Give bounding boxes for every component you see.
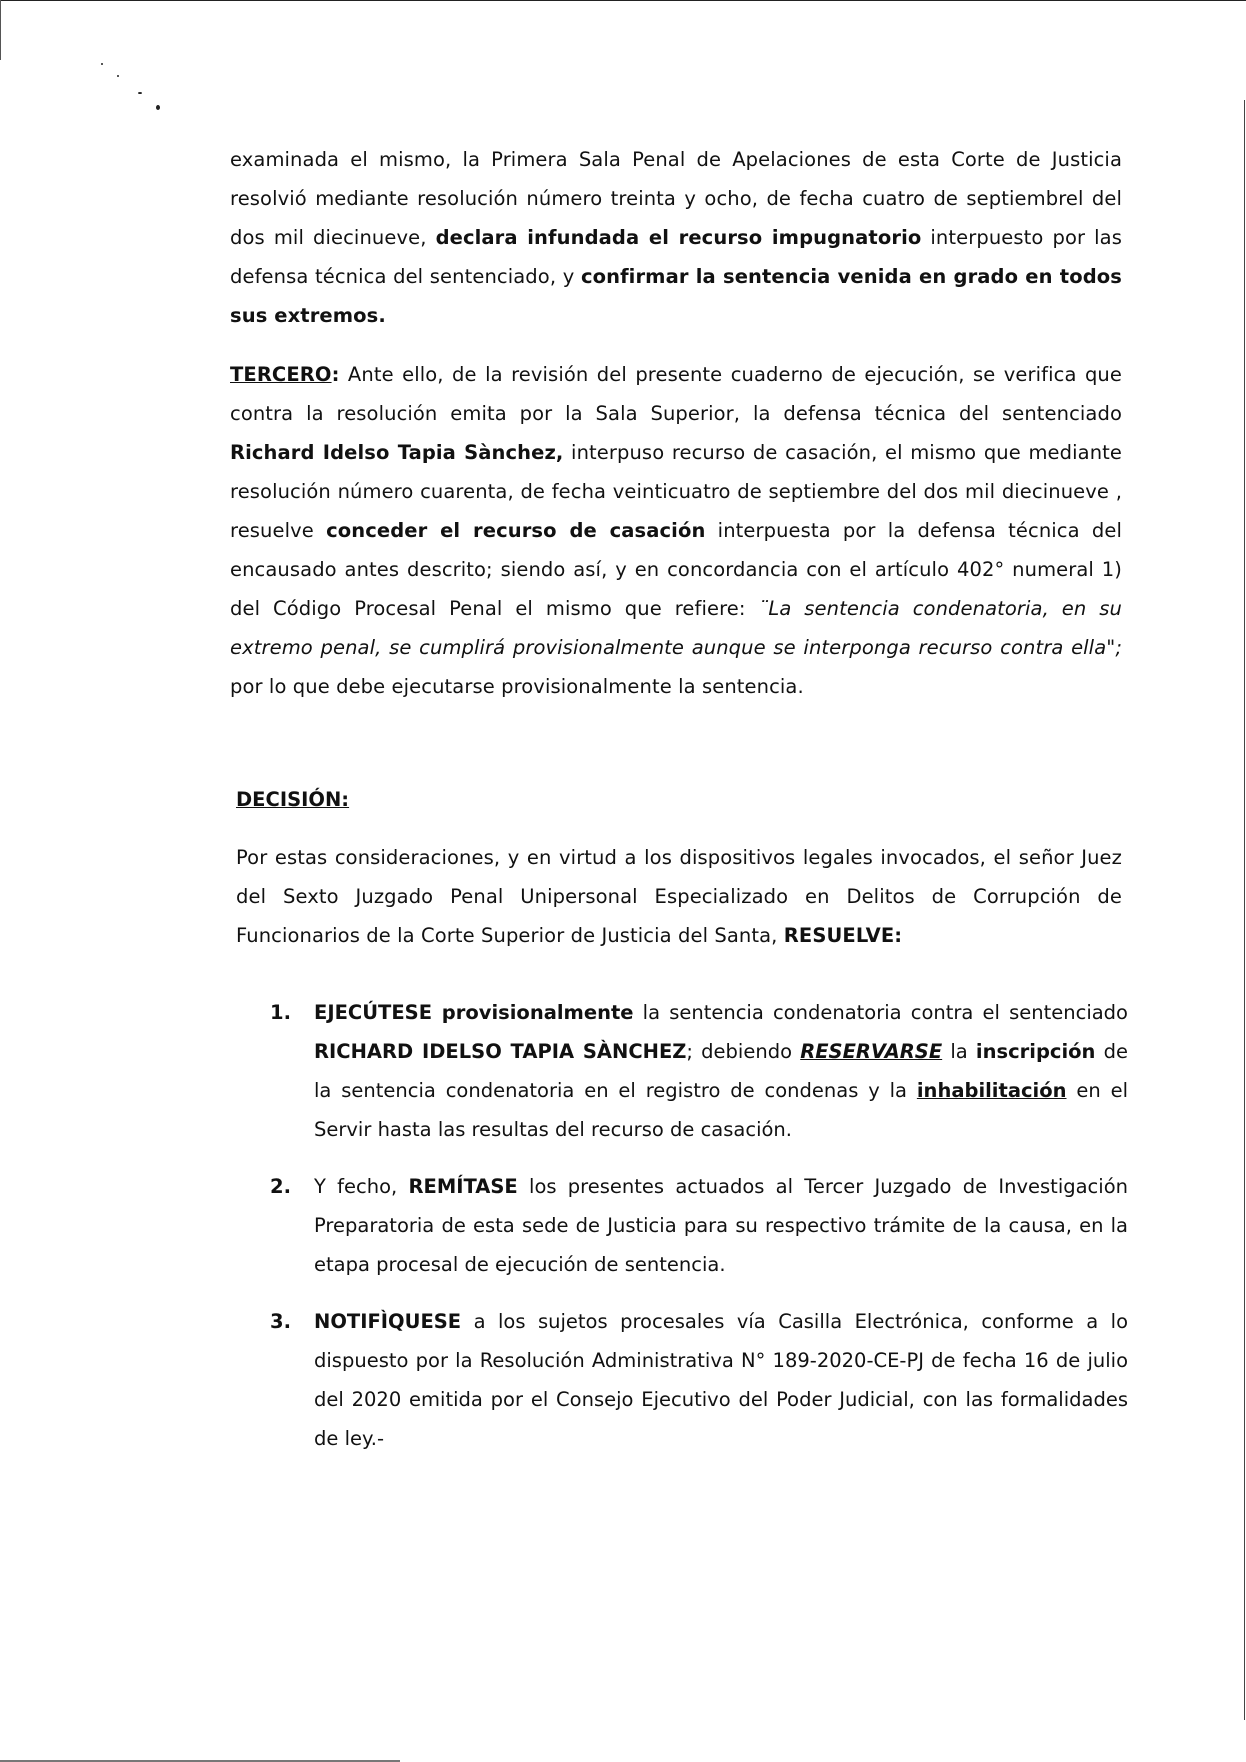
paragraph-text: examinada el mismo, la Primera Sala Penal de Apelaciones de esta Corte de Justicia resolvió mediante resolución número treinta y ocho, de fecha cuatro de septiembrel del dos mil diecinueve, xyxy=(230,148,1122,249)
scan-speck xyxy=(101,63,103,65)
paragraph-text: interpuesta por la defensa técnica del encausado antes descrito; siendo así, y en concordancia con el artículo 402° numeral 1) del Código Procesal Penal el mismo que refiere: xyxy=(230,519,1122,620)
resolution-list xyxy=(270,993,1128,1458)
scan-speck xyxy=(138,92,142,94)
scan-border-left xyxy=(0,0,1,60)
list-item-text: Y fecho, xyxy=(314,1175,409,1198)
list-item-text: a los sujetos procesales vía Casilla Electrónica, conforme a lo dispuesto por la Resolución Administrativa N° 189-2020-CE-PJ de fecha 16 de julio del 2020 emitida por el Consejo Ejecutivo del Poder Judicial, con las formalidades de ley.- xyxy=(314,1310,1128,1450)
legal-quote: ¨La sentencia condenatoria, en su extremo penal, se cumplirá provisionalmente aunque se interponga recurso contra ella"; xyxy=(230,597,1123,659)
resuelve-label: RESUELVE: xyxy=(783,924,903,947)
emphasis-text: inscripción xyxy=(975,1040,1096,1063)
paragraph-text: Ante ello, de la revisión del presente cuaderno de ejecución, se verifica que contra la resolución emita por la Sala Superior, la defensa técnica del sentenciado xyxy=(230,363,1122,425)
list-item-text: la xyxy=(942,1040,976,1063)
defendant-name: RICHARD IDELSO TAPIA SÀNCHEZ xyxy=(314,1040,687,1063)
list-item-number: 1. xyxy=(270,1001,291,1024)
emphasis-text: conceder el recurso de casación xyxy=(326,519,706,542)
paragraph-text: Por estas consideraciones, y en virtud a los dispositivos legales invocados, el señor Juez del Sexto Juzgado Penal Unipersonal Especializado en Delitos de Corrupción de Funcionarios de la Corte Superior de Justicia del Santa, xyxy=(236,846,1122,947)
emphasis-text: confirmar la sentencia venida en grado en todos sus extremos. xyxy=(230,265,1122,327)
list-item xyxy=(270,1167,1128,1284)
paragraph-text: interpuesto por las defensa técnica del sentenciado, y xyxy=(230,226,1122,288)
list-item-text: ; debiendo xyxy=(686,1040,801,1063)
emphasis-text: REMÍTASE xyxy=(408,1175,518,1198)
list-item-text: la sentencia condenatoria contra el sentenciado xyxy=(633,1001,1128,1024)
scan-border-top xyxy=(0,0,1246,1)
list-item xyxy=(270,1302,1128,1458)
scan-border-right xyxy=(1244,100,1245,1720)
list-item-number: 2. xyxy=(270,1175,291,1198)
section-label-colon: : xyxy=(331,363,340,386)
section-label: TERCERO xyxy=(230,363,332,386)
list-item-text: los presentes actuados al Tercer Juzgado de Investigación Preparatoria de esta sede de Justicia para su respectivo trámite de la causa, en la etapa procesal de ejecución de sentencia. xyxy=(314,1175,1128,1276)
paragraph-continuation xyxy=(230,140,1122,335)
decision-heading: DECISIÓN: xyxy=(236,788,350,811)
section-tercero xyxy=(230,355,1122,706)
list-item xyxy=(270,993,1128,1149)
emphasis-text: EJECÚTESE provisionalmente xyxy=(314,1001,634,1024)
list-item-text: en el Servir hasta las resultas del recurso de casación. xyxy=(314,1079,1128,1141)
scan-speck xyxy=(156,105,160,110)
scan-speck xyxy=(117,75,119,77)
emphasis-text: declara infundada el recurso impugnatorio xyxy=(435,226,922,249)
emphasis-text: RESERVARSE xyxy=(800,1040,943,1063)
emphasis-text: inhabilitación xyxy=(916,1079,1067,1102)
paragraph-text: interpuso recurso de casación, el mismo que mediante resolución número cuarenta, de fecha veinticuatro de septiembre del dos mil diecinueve , resuelve xyxy=(230,441,1122,542)
list-item-text: de la sentencia condenatoria en el registro de condenas y la xyxy=(314,1040,1129,1102)
paragraph-text: por lo que debe ejecutarse provisionalmente la sentencia. xyxy=(230,675,804,698)
defendant-name: Richard Idelso Tapia Sànchez, xyxy=(230,441,564,464)
decision-intro xyxy=(236,838,1122,955)
emphasis-text: NOTIFÌQUESE xyxy=(314,1310,462,1333)
list-item-number: 3. xyxy=(270,1310,291,1333)
